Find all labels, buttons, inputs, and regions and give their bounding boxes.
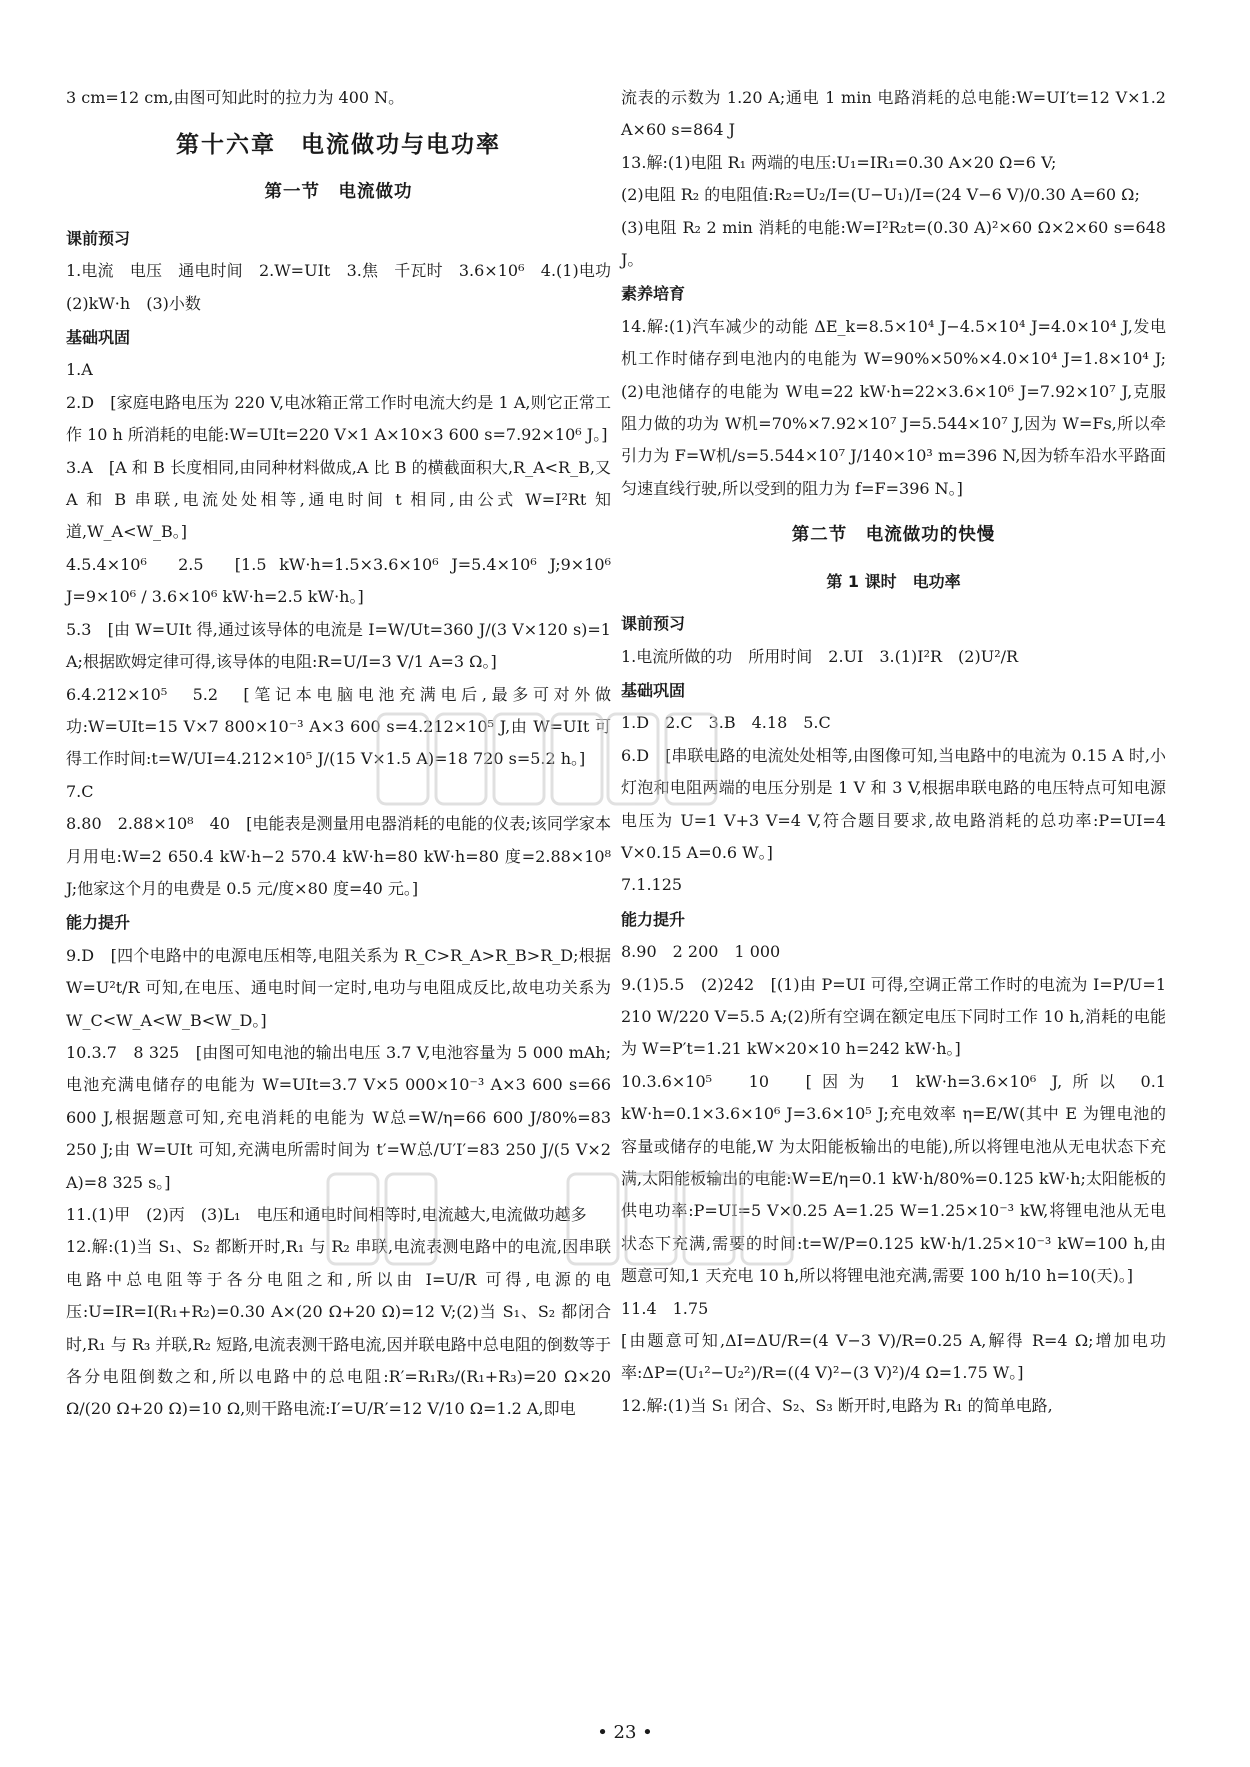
answer-paragraph: 11.4 1.75 [621,1298,709,1318]
answer-paragraph: (3)电阻 R₂ 2 min 消耗的电能:W=I²R₂t=(0.30 A)²×60 Ω×2×60 s=648 J。 [621,217,1172,270]
answer-paragraph: 流表的示数为 1.20 A;通电 1 min 电路消耗的总电能:W=UI′t=12 V×1.2 A×60 s=864 J [621,88,1172,140]
subsection-heading: 素养培育 [621,284,686,304]
subsection-heading: 基础巩固 [66,328,131,348]
answer-paragraph: 10.3.6×10⁵ 10 [因为 1 kW·h=3.6×10⁶ J,所以 0.1 kW·h=0.1×3.6×10⁶ J=3.6×10⁵ J;充电效率 η=E/W(其中 E 为锂电池的容量或储存的电能,W 为太阳能板输出的电能),所以将锂电池从无电状态下充满,太阳能板输出的电能:W=E/η=0.1 kW·h/80%=0.125 kW·h;太阳能板的供电功率:P=UI=5 V×0.25 A=1.25 W=1.25×10⁻³ kW,将锂电池从无电状态下充满,需要的时间:t=W/P=0.125 kW·h/1.25×10⁻³ kW=100 h,由题意可知,1 天充电 10 h,所以将锂电池充满,需要 100 h/10 h=10(天)。] [621,1071,1172,1286]
answer-paragraph: (2)电阻 R₂ 的电阻值:R₂=U₂/I=(U−U₁)/I=(24 V−6 V)/0.30 A=60 Ω; [621,185,1140,205]
answer-paragraph: 6.D [串联电路的电流处处相等,由图像可知,当电路中的电流为 0.15 A 时,小灯泡和电阻两端的电压分别是 1 V 和 3 V,根据串联电路的电压特点可知电源电压为 U=1 V+3 V=4 V,符合题目要求,故电路消耗的总功率:P=UI=4 V×0.15 A=0.6 W。] [621,745,1172,862]
section-title: 第二节 电流做功的快慢 [791,525,996,546]
answer-paragraph: 12.解:(1)当 S₁、S₂ 都断开时,R₁ 与 R₂ 串联,电流表测电路中的电流,因串联电路中总电阻等于各分电阻之和,所以由 I=U/R 可得,电源的电压:U=IR=I(R₁+R₂)=0.30 A×(20 Ω+20 Ω)=12 V;(2)当 S₁、S₂ 都闭合时,R₁ 与 R₃ 并联,R₂ 短路,电流表测干路电流,因并联电路中总电阻的倒数等于各分电阻倒数之和,所以电路中的总电阻:R′=R₁R₃/(R₁+R₃)=20 Ω×20 Ω/(20 Ω+20 Ω)=10 Ω,则干路电流:I′=U/R′=12 V/10 Ω=1.2 A,即电 [66,1237,617,1419]
left-column [66,82,628,1426]
answer-paragraph: 5.3 [由 W=UIt 得,通过该导体的电流是 I=W/Ut=360 J/(3 V×120 s)=1 A;根据欧姆定律可得,该导体的电阻:R=U/I=3 V/1 A=3 Ω。] [66,619,617,672]
chapter-title: 第十六章 电流做功与电功率 [176,132,501,159]
answer-paragraph: [由题意可知,ΔI=ΔU/R=(4 V−3 V)/R=0.25 A,解得 R=4 Ω;增加电功率:ΔP=(U₁²−U₂²)/R=((4 V)²−(3 V)²)/4 Ω=1.75 W。] [621,1331,1166,1383]
answer-paragraph: 2.D [家庭电路电压为 220 V,电冰箱正常工作时电流大约是 1 A,则它正常工作 10 h 所消耗的电能:W=UIt=220 V×1 A×10×3 600 s=7.92×10⁶ J。] [66,392,611,445]
answer-paragraph: 1.A [66,360,93,380]
subsection-heading: 课前预习 [66,228,131,248]
right-column [621,82,1172,1422]
subsection-heading: 能力提升 [621,909,686,929]
answer-paragraph: 9.(1)5.5 (2)242 [(1)由 P=UI 可得,空调正常工作时的电流为 I=P/U=1 210 W/220 V=5.5 A;(2)所有空调在额定电压下同时工作 10 h,消耗的电能为 W=P′t=1.21 kW×20×10 h=242 kW·h。] [621,974,1172,1059]
answer-paragraph: 6.4.212×10⁵ 5.2 [笔记本电脑电池充满电后,最多可对外做功:W=UIt=15 V×7 800×10⁻³ A×3 600 s=4.212×10⁵ J,由 W=UIt 可得工作时间:t=W/UI=4.212×10⁵ J/(15 V×1.5 A)=18 720 s=5.2 h。] [66,684,611,769]
answer-paragraph: 9.D [四个电路中的电源电压相等,电阻关系为 R_C>R_A>R_B>R_D;根据 W=U²t/R 可知,在电压、通电时间一定时,电功与电阻成反比,故电功关系为 W_C<W_A<W_B<W_D。] [66,945,617,1030]
answer-paragraph: 8.80 2.88×10⁸ 40 [电能表是测量用电器消耗的电能的仪表;该同学家本月用电:W=2 650.4 kW·h−2 570.4 kW·h=80 kW·h=80 度=2.88×10⁸ J;他家这个月的电费是 0.5 元/度×80 度=40 元。] [66,814,617,898]
answer-paragraph: 3 cm=12 cm,由图可知此时的拉力为 400 N。 [66,88,405,107]
answer-paragraph: 1.电流所做的功 所用时间 2.UI 3.(1)I²R (2)U²/R [621,646,1019,666]
answer-paragraph: 8.90 2 200 1 000 [621,942,781,962]
answer-paragraph: 11.(1)甲 (2)丙 (3)L₁ 电压和通电时间相等时,电流越大,电流做功越多 [66,1205,587,1224]
answer-paragraph: 12.解:(1)当 S₁ 闭合、S₂、S₃ 断开时,电路为 R₁ 的简单电路, [621,1395,1053,1415]
subsection-heading: 基础巩固 [621,680,686,700]
subsection-heading: 课前预习 [621,614,686,634]
page-number: • 23 • [597,1722,653,1743]
answer-paragraph: 3.A [A 和 B 长度相同,由同种材料做成,A 比 B 的横截面积大,R_A<R_B,又 A 和 B 串联,电流处处相等,通电时间 t 相同,由公式 W=I²Rt 知道,W_A<W_B。] [66,457,617,542]
lesson-title: 第 1 课时 电功率 [826,571,961,591]
answer-paragraph: 10.3.7 8 325 [由图可知电池的输出电压 3.7 V,电池容量为 5 000 mAh;电池充满电储存的电能为 W=UIt=3.7 V×5 000×10⁻³ A×3 600 s=66 600 J,根据题意可知,充电消耗的电能为 W总=W/η=66 600 J/80%=83 250 J;由 W=UIt 可知,充满电所需时间为 t′=W总/U′I′=83 250 J/(5 V×2 A)=8 325 s。] [66,1042,617,1192]
answer-paragraph: 7.C [66,781,94,801]
answer-paragraph: 1.D 2.C 3.B 4.18 5.C [621,713,831,733]
answer-paragraph: 13.解:(1)电阻 R₁ 两端的电压:U₁=IR₁=0.30 A×20 Ω=6 V; [621,152,1057,172]
subsection-heading: 能力提升 [66,913,131,933]
answer-paragraph: 14.解:(1)汽车减少的动能 ΔE_k=8.5×10⁴ J−4.5×10⁴ J=4.0×10⁴ J,发电机工作时储存到电池内的电能为 W=90%×50%×4.0×10⁴ J=1.8×10⁴ J;(2)电池储存的电能为 W电=22 kW·h=22×3.6×10⁶ J=7.92×10⁷ J,克服阻力做的功为 W机=70%×7.92×10⁷ J=5.544×10⁷ J,因为 W=Fs,所以牵引力为 F=W机/s=5.544×10⁷ J/140×10³ m=396 N,因为轿车沿水平路面匀速直线行驶,所以受到的阻力为 f=F=396 N。] [621,316,1166,498]
answer-paragraph: 1.电流 电压 通电时间 2.W=UIt 3.焦 千瓦时 3.6×10⁶ 4.(1)电功 (2)kW·h (3)小数 [66,261,628,313]
answer-paragraph: 4.5.4×10⁶ 2.5 [1.5 kW·h=1.5×3.6×10⁶ J=5.4×10⁶ J;9×10⁶ J=9×10⁶ / 3.6×10⁶ kW·h=2.5 kW·h。] [66,554,617,607]
section-title: 第一节 电流做功 [264,182,413,203]
answer-paragraph: 7.1.125 [621,875,683,895]
